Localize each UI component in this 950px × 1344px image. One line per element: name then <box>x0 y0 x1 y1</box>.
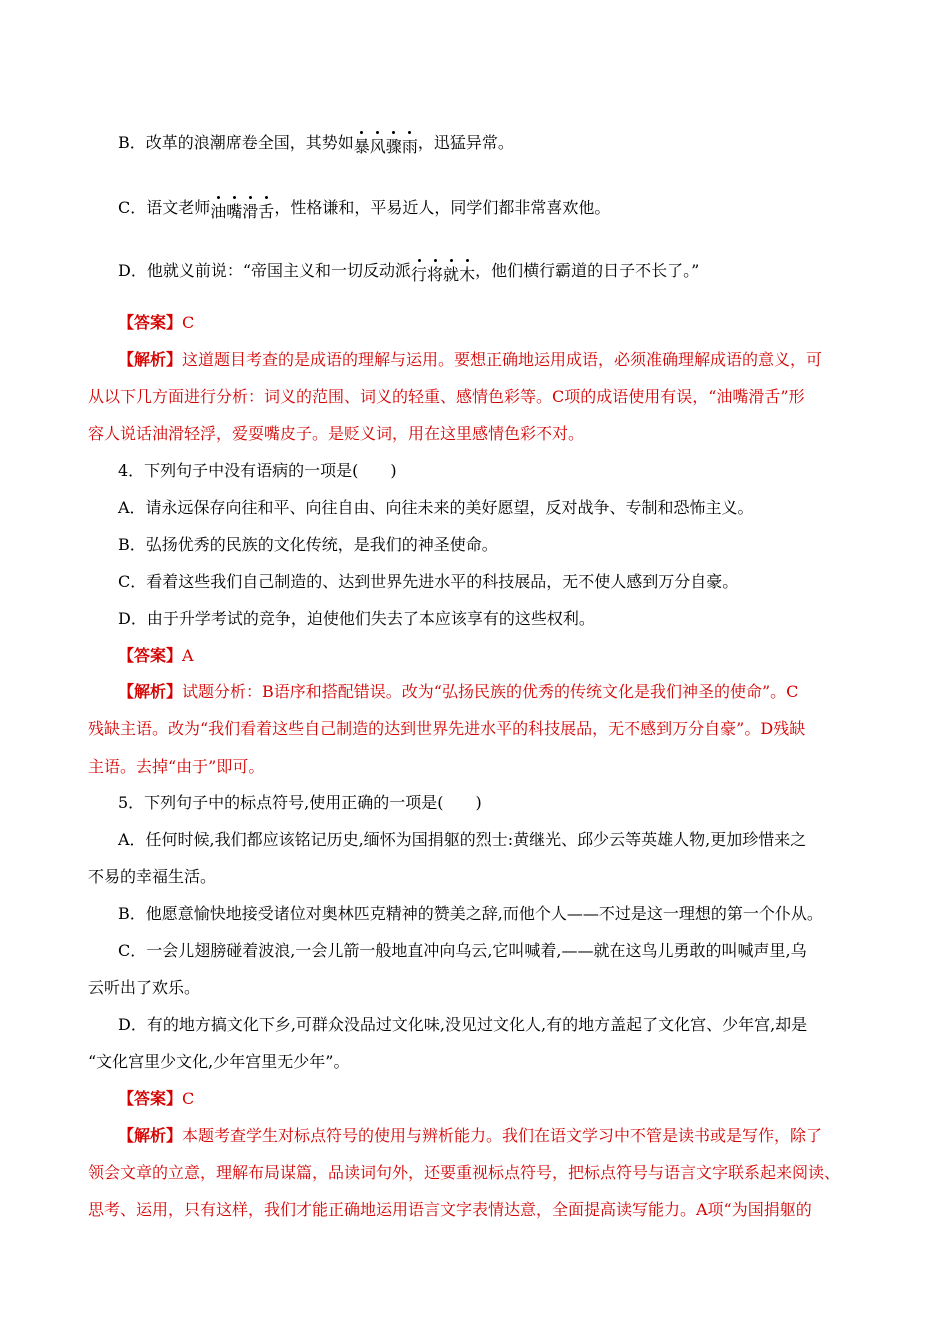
emphasis-dot-char: 暴 <box>353 137 370 156</box>
q4-answer <box>118 645 893 667</box>
analysis-text: 这道题目考查的是成语的理解与运用。要想正确地运用成语，必须准确理解成语的意义，可 <box>182 350 823 369</box>
option-text: C．语文老师 <box>118 198 211 217</box>
q4-analysis-line-2: 残缺主语。改为“我们看着这些自己制造的达到世界先进水平的科技展品，无不感到万分自豪”。D残缺 <box>88 719 806 738</box>
q5-option-a-line-2: 不易的幸福生活。 <box>88 867 217 886</box>
q3-option-d <box>118 260 893 282</box>
option-text: ，他们横行霸道的日子不长了。” <box>475 261 700 280</box>
answer-value: C <box>182 1089 195 1108</box>
analysis-text: 试题分析：B语序和搭配错误。改为“弘扬民族的优秀的传统文化是我们神圣的使命”。C <box>182 682 799 701</box>
q3-analysis-line-3: 容人说话油滑轻浮，爱耍嘴皮子。是贬义词，用在这里感情色彩不对。 <box>88 424 585 443</box>
answer-label: 【答案】 <box>118 1089 183 1108</box>
answer-label: 【答案】 <box>118 313 183 332</box>
q5-analysis-line-1 <box>118 1125 893 1147</box>
q5-analysis-line-3: 思考、运用，只有这样，我们才能正确地运用语言文字表情达意，全面提高读写能力。A项“为国捐躯的 <box>88 1200 812 1219</box>
q4-analysis-line-1 <box>118 681 893 703</box>
analysis-label: 【解析】 <box>118 682 183 701</box>
answer-value: C <box>182 313 195 332</box>
q5-option-a-line-1: A．任何时候,我们都应该铭记历史,缅怀为国捐躯的烈士:黄继光、邱少云等英雄人物,更加珍惜来之 <box>118 830 807 849</box>
emphasis-dot-char: 骤 <box>385 137 402 156</box>
answer-label: 【答案】 <box>118 646 183 665</box>
q3-analysis-line-1 <box>118 349 893 371</box>
q4-option-c: C．看着这些我们自己制造的、达到世界先进水平的科技展品，无不使人感到万分自豪。 <box>118 572 739 591</box>
option-text: ，性格谦和，平易近人，同学们都非常喜欢他。 <box>274 198 611 217</box>
answer-value: A <box>182 646 194 665</box>
emphasis-dot-char: 将 <box>427 265 444 284</box>
emphasized-idiom <box>354 137 418 156</box>
analysis-text: 本题考查学生对标点符号的使用与辨析能力。我们在语文学习中不管是读书或是写作，除了 <box>182 1126 823 1145</box>
q3-answer <box>118 312 893 334</box>
emphasis-dot-char: 雨 <box>401 137 418 156</box>
emphasized-idiom <box>210 202 274 221</box>
q5-option-d-line-1: D．有的地方搞文化下乡,可群众没品过文化味,没见过文化人,有的地方盖起了文化宫、少年宫,却是 <box>118 1015 808 1034</box>
option-text: B．改革的浪潮席卷全国，其势如 <box>118 133 354 152</box>
q3-option-c <box>118 197 893 219</box>
q5-option-c-line-1: C．一会儿翅膀碰着波浪,一会儿箭一般地直冲向乌云,它叫喊着,——就在这鸟儿勇敢的叫喊声里,乌 <box>118 941 807 960</box>
q4-stem: 4．下列句子中没有语病的一项是( ) <box>118 461 397 480</box>
q4-option-d: D．由于升学考试的竞争，迫使他们失去了本应该享有的这些权利。 <box>118 609 595 628</box>
emphasis-dot-char: 风 <box>369 137 386 156</box>
emphasis-dot-char: 舌 <box>258 202 275 221</box>
q5-answer <box>118 1088 893 1110</box>
option-text: ，迅猛异常。 <box>417 133 514 152</box>
q4-option-b: B．弘扬优秀的民族的文化传统，是我们的神圣使命。 <box>118 535 498 554</box>
q5-option-b: B．他愿意愉快地接受诸位对奥林匹克精神的赞美之辞,而他个人——不过是这一理想的第一个仆从。 <box>118 904 823 923</box>
q5-analysis-line-2: 领会文章的立意，理解布局谋篇，品读词句外，还要重视标点符号，把标点符号与语言文字联系起来阅读、 <box>88 1163 841 1182</box>
analysis-label: 【解析】 <box>118 1126 183 1145</box>
analysis-label: 【解析】 <box>118 350 183 369</box>
emphasis-dot-char: 滑 <box>242 202 259 221</box>
q4-option-a: A．请永远保存向往和平、向往自由、向往未来的美好愿望，反对战争、专制和恐怖主义。 <box>118 498 754 517</box>
emphasized-idiom <box>411 265 475 284</box>
emphasis-dot-char: 嘴 <box>226 202 243 221</box>
emphasis-dot-char: 行 <box>411 265 428 284</box>
q3-analysis-line-2: 从以下几方面进行分析：词义的范围、词义的轻重、感情色彩等。C项的成语使用有误，“油嘴滑舌”形 <box>88 387 805 406</box>
emphasis-dot-char: 油 <box>210 202 227 221</box>
option-text: D．他就义前说：“帝国主义和一切反动派 <box>118 261 412 280</box>
emphasis-dot-char: 就 <box>443 265 460 284</box>
q4-analysis-line-3: 主语。去掉“由于”即可。 <box>88 757 265 776</box>
q5-option-d-line-2: “文化宫里少文化,少年宫里无少年”。 <box>88 1052 350 1071</box>
emphasis-dot-char: 木 <box>459 265 476 284</box>
q3-option-b <box>118 132 893 154</box>
q5-stem: 5．下列句子中的标点符号,使用正确的一项是( ) <box>118 793 482 812</box>
q5-option-c-line-2: 云听出了欢乐。 <box>88 978 201 997</box>
